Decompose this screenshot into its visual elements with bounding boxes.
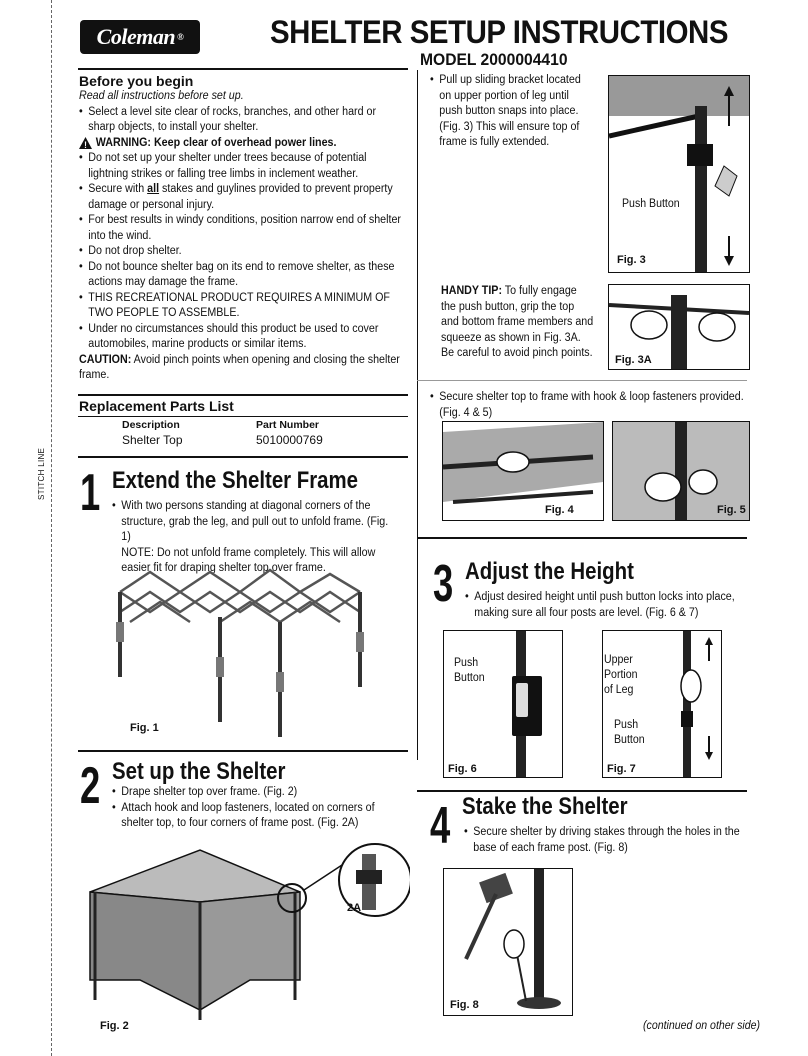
list-item: • Select a level site clear of rocks, branches, and other hard or sharp objects, to install your shelter. bbox=[79, 105, 405, 136]
list-item: • Drape shelter top over frame. (Fig. 2) bbox=[112, 785, 400, 801]
parts-col-part: Part Number bbox=[256, 419, 320, 431]
parts-rule bbox=[78, 416, 408, 417]
fig-label: Fig. 4 bbox=[545, 504, 574, 516]
fig-label: Fig. 7 bbox=[607, 763, 636, 775]
label-line: Button bbox=[614, 734, 645, 746]
parts-col-desc: Description bbox=[122, 419, 180, 431]
list-item: • For best results in windy conditions, position narrow end of shelter into the wind. bbox=[79, 213, 405, 244]
right-bullet-1 bbox=[430, 73, 588, 151]
before-heading: Before you begin bbox=[79, 73, 194, 89]
section-rule bbox=[78, 394, 408, 396]
caution-text: Avoid pinch points when opening and closing the shelter frame. bbox=[79, 353, 400, 381]
label-line: Portion bbox=[604, 669, 638, 681]
fig2-shelter-illustration bbox=[80, 830, 410, 1035]
fig-label: Fig. 3A bbox=[615, 354, 652, 366]
label-line: of Leg bbox=[604, 684, 634, 696]
warning-text: WARNING: Keep clear of overhead power lines. bbox=[95, 136, 337, 149]
step2-body bbox=[112, 785, 400, 832]
list-item: • Secure shelter by driving stakes through the holes in the base of each frame post. (Fig. 8) bbox=[464, 825, 752, 856]
step-number: 2 bbox=[80, 757, 101, 815]
fig-label: Fig. 1 bbox=[130, 722, 159, 734]
model-number: MODEL 2000004410 bbox=[420, 50, 568, 69]
continued-note: (continued on other side) bbox=[643, 1020, 761, 1032]
push-button-label bbox=[454, 656, 485, 686]
tip-text: To fully engage the push button, grip the top and bottom frame members and squeeze as shown in Fig. 3A. Be careful to avoid pinch points. bbox=[441, 285, 594, 359]
text-span: Secure with bbox=[88, 183, 148, 195]
registered-mark: ® bbox=[177, 32, 184, 42]
step-number: 3 bbox=[433, 555, 454, 613]
list-item: • Do not set up your shelter under trees because of potential lightning strikes or falling tree limbs in inclement weather. bbox=[79, 151, 405, 182]
tip-label: HANDY TIP: bbox=[441, 285, 503, 297]
step-title: Extend the Shelter Frame bbox=[112, 467, 359, 494]
list-item: • Attach hook and loop fasteners, located on corners of shelter top, to four corners of frame post. (Fig. 2A) bbox=[112, 801, 400, 832]
fig-label: Fig. 2 bbox=[100, 1020, 129, 1032]
list-item: • Pull up sliding bracket located on upper portion of leg until push button snaps into place. (Fig. 3) This will ensure top of frame is fully extended. bbox=[430, 73, 588, 151]
section-rule bbox=[78, 750, 408, 752]
push-button-label bbox=[614, 718, 645, 748]
text-span: With two persons standing at diagonal corners of the structure, grab the leg, and pull out to unfold frame. (Fig. 1) bbox=[121, 500, 389, 543]
step-title: Adjust the Height bbox=[465, 558, 634, 585]
stitch-line bbox=[51, 0, 52, 1056]
fig-label: Fig. 8 bbox=[450, 999, 479, 1011]
fig3-box bbox=[608, 75, 750, 273]
before-body bbox=[79, 89, 405, 384]
caution-note bbox=[79, 353, 405, 384]
caution-label: CAUTION: bbox=[79, 353, 132, 366]
note-text: NOTE: Do not unfold frame completely. This will allow easier fit for draping shelter top over frame. bbox=[121, 546, 376, 574]
section-rule bbox=[78, 456, 408, 458]
text-span: stakes and guylines provided to prevent property damage or personal injury. bbox=[88, 183, 393, 211]
list-item: • Adjust desired height until push button locks into place, making sure all four posts are level. (Fig. 6 & 7) bbox=[465, 590, 753, 621]
stitch-line-label: STITCH LINE bbox=[37, 447, 46, 500]
divider bbox=[417, 380, 747, 381]
column-divider bbox=[417, 70, 418, 760]
parts-heading-text: Replacement Parts List bbox=[79, 398, 234, 414]
right-bullet-2 bbox=[430, 390, 746, 421]
fig-label: Fig. 5 bbox=[717, 504, 746, 516]
section-rule bbox=[417, 790, 747, 792]
step-title: Stake the Shelter bbox=[462, 793, 628, 820]
label-line: Upper bbox=[604, 654, 633, 666]
fig6-box bbox=[443, 630, 563, 778]
fig8-box bbox=[443, 868, 573, 1016]
section-rule bbox=[417, 537, 747, 539]
list-item: • Do not bounce shelter bag on its end to remove shelter, as these actions may damage the frame. bbox=[79, 260, 405, 291]
fig-inset-label: 2A bbox=[347, 902, 362, 914]
before-intro: Read all instructions before set up. bbox=[79, 90, 244, 102]
label-line: Push bbox=[614, 719, 639, 731]
step-title: Set up the Shelter bbox=[112, 758, 286, 785]
list-item: • Secure shelter top to frame with hook & loop fasteners provided. (Fig. 4 & 5) bbox=[430, 390, 746, 421]
step-number: 1 bbox=[80, 464, 101, 522]
parts-item-part: 5010000769 bbox=[256, 433, 323, 447]
warning-item bbox=[79, 136, 405, 152]
label-line: Push bbox=[454, 657, 479, 669]
step3-body bbox=[465, 590, 753, 621]
svg-text:!: ! bbox=[84, 139, 87, 149]
list-item: • THIS RECREATIONAL PRODUCT REQUIRES A MINIMUM OF TWO PEOPLE TO ASSEMBLE. bbox=[79, 291, 405, 322]
section-rule bbox=[78, 68, 408, 70]
brand-name: Coleman bbox=[96, 24, 176, 49]
fig4-box bbox=[442, 421, 604, 521]
list-item: • Under no circumstances should this product be used to cover automobiles, marine products or similar items. bbox=[79, 322, 405, 353]
handy-tip bbox=[441, 284, 594, 362]
page-title: SHELTER SETUP INSTRUCTIONS bbox=[270, 14, 729, 50]
underlined-text: all bbox=[147, 183, 160, 195]
before-section bbox=[79, 73, 409, 384]
step4-body bbox=[464, 825, 752, 856]
step-number: 4 bbox=[430, 797, 451, 855]
parts-item-desc: Shelter Top bbox=[122, 433, 183, 447]
fig-label: Fig. 6 bbox=[448, 763, 477, 775]
upper-portion-label bbox=[604, 653, 638, 698]
parts-heading bbox=[79, 398, 234, 414]
fig-label: Fig. 3 bbox=[617, 254, 646, 266]
label-line: Button bbox=[454, 672, 485, 684]
list-item bbox=[79, 182, 405, 213]
list-item: • Do not drop shelter. bbox=[79, 244, 405, 260]
before-list bbox=[79, 105, 405, 353]
push-button-label: Push Button bbox=[622, 198, 680, 210]
brand-logo bbox=[80, 20, 200, 54]
